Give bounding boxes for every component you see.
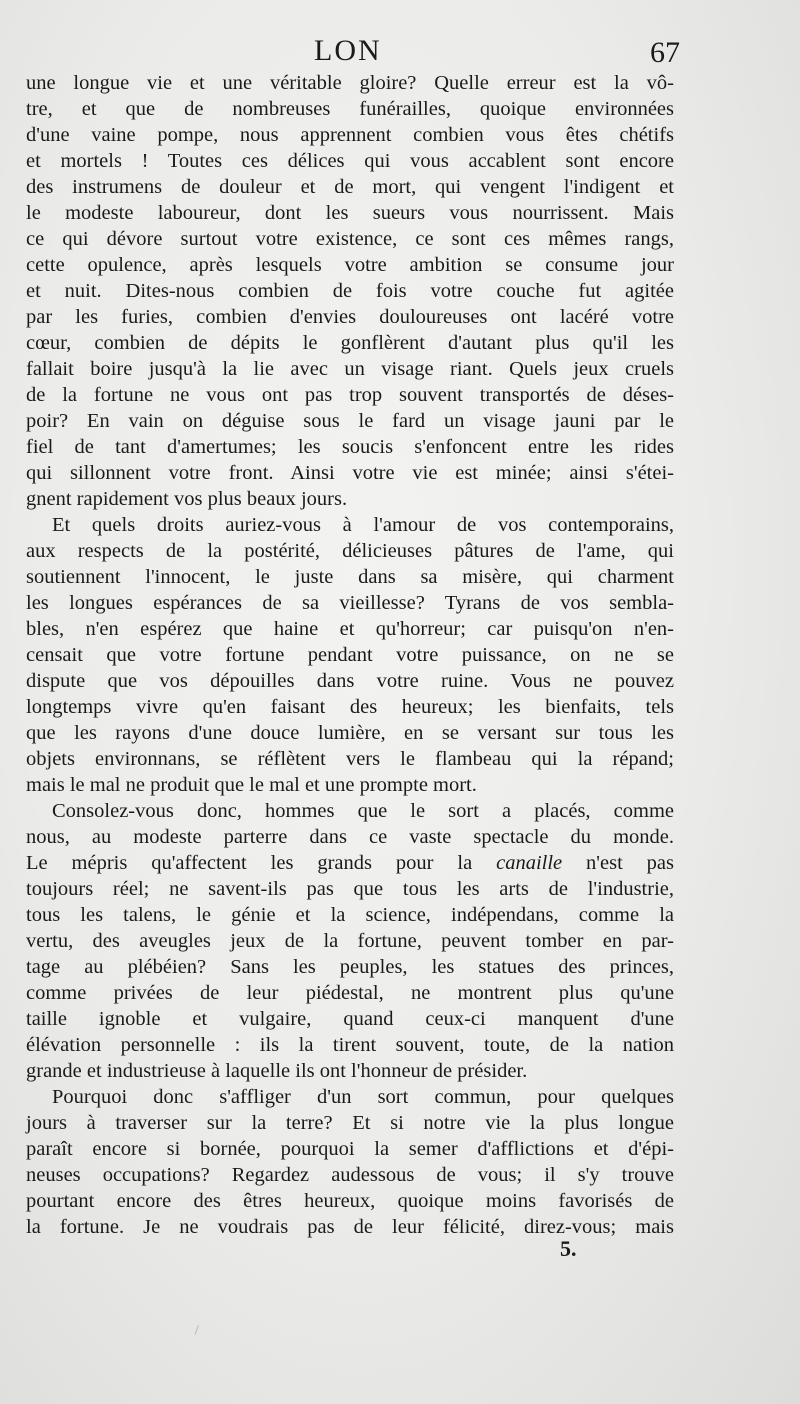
paper-speck (195, 1325, 205, 1337)
text-line: longtemps vivre qu'en faisant des heureux; les bienfaits, tels (26, 696, 674, 718)
paragraph-4 (26, 1084, 674, 1240)
text-line: mais le mal ne produit que le mal et une prompte mort. (26, 774, 477, 796)
text-line: nous, au modeste parterre dans ce vaste spectacle du monde. (26, 826, 674, 848)
text-line: Le mépris qu'affectent les grands pour la canaille n'est pas (26, 852, 674, 874)
text-line: cœur, combien de dépits le gonflèrent d'autant plus qu'il les (26, 332, 674, 354)
text-line: toujours réel; ne savent-ils pas que tous les arts de l'industrie, (26, 878, 674, 900)
text-line: Consolez-vous donc, hommes que le sort a placés, comme (52, 800, 674, 822)
text-line: d'une vaine pompe, nous apprennent combien vous êtes chétifs (26, 124, 674, 146)
text-line: et nuit. Dites-nous combien de fois votre couche fut agitée (26, 280, 674, 302)
body-text (26, 70, 674, 1240)
text-line: tage au plébéien? Sans les peuples, les statues des princes, (26, 956, 674, 978)
text-line: soutiennent l'innocent, le juste dans sa misère, qui charment (26, 566, 674, 588)
text-line: objets environnans, se réflètent vers le flambeau qui la répand; (26, 748, 674, 770)
text-line: ce qui dévore surtout votre existence, ce sont ces mêmes rangs, (26, 228, 674, 250)
text-line: fiel de tant d'amertumes; les soucis s'enfoncent entre les rides (26, 436, 674, 458)
paragraph-2 (26, 512, 674, 798)
text-line: et mortels ! Toutes ces délices qui vous accablent sont encore (26, 150, 674, 172)
text-line: qui sillonnent votre front. Ainsi votre vie est minée; ainsi s'étei- (26, 462, 674, 484)
text-line: pourtant encore des êtres heureux, quoique moins favorisés de (26, 1190, 674, 1212)
text-line: que les rayons d'une douce lumière, en se versant sur tous les (26, 722, 674, 744)
text-line: Pourquoi donc s'affliger d'un sort commun, pour quelques (52, 1086, 674, 1108)
text-line: de la fortune ne vous ont pas trop souvent transportés de déses- (26, 384, 674, 406)
running-head (0, 34, 800, 70)
text-line: censait que votre fortune pendant votre puissance, on ne se (26, 644, 674, 666)
text-line: cette opulence, après lesquels votre ambition se consume jour (26, 254, 674, 276)
text-line: tre, et que de nombreuses funérailles, quoique environnées (26, 98, 674, 120)
text-line: neuses occupations? Regardez audessous de vous; il s'y trouve (26, 1164, 674, 1186)
text-line: vertu, des aveugles jeux de la fortune, peuvent tomber en par- (26, 930, 674, 952)
text-line: jours à traverser sur la terre? Et si notre vie la plus longue (26, 1112, 674, 1134)
paragraph-1 (26, 70, 674, 512)
text-line: élévation personnelle : ils la tirent souvent, toute, de la nation (26, 1034, 674, 1056)
text-line: paraît encore si bornée, pourquoi la semer d'afflictions et d'épi- (26, 1138, 674, 1160)
text-line: dispute que vos dépouilles dans votre ruine. Vous ne pouvez (26, 670, 674, 692)
text-line: bles, n'en espérez que haine et qu'horreur; car puisqu'on n'en- (26, 618, 674, 640)
text-line: une longue vie et une véritable gloire? Quelle erreur est la vô- (26, 72, 674, 94)
text-line: fallait boire jusqu'à la lie avec un visage riant. Quels jeux cruels (26, 358, 674, 380)
catchword: 5. (560, 1236, 577, 1261)
text-line: gnent rapidement vos plus beaux jours. (26, 488, 348, 510)
text-line: des instrumens de douleur et de mort, qui vengent l'indigent et (26, 176, 674, 198)
text-line: poir? En vain on déguise sous le fard un visage jauni par le (26, 410, 674, 432)
text-line: le modeste laboureur, dont les sueurs vous nourrissent. Mais (26, 202, 674, 224)
paragraph-3 (26, 798, 674, 1084)
text-line: tous les talens, le génie et la science, indépendans, comme la (26, 904, 674, 926)
running-title: LON (314, 34, 382, 67)
text-line: par les furies, combien d'envies douloureuses ont lacéré votre (26, 306, 674, 328)
text-line: taille ignoble et vulgaire, quand ceux-ci manquent d'une (26, 1008, 674, 1030)
page-number: 67 (650, 36, 680, 69)
text-line: les longues espérances de sa vieillesse? Tyrans de vos sembla- (26, 592, 674, 614)
text-line: grande et industrieuse à laquelle ils ont l'honneur de présider. (26, 1060, 528, 1082)
text-line: comme privées de leur piédestal, ne montrent plus qu'une (26, 982, 674, 1004)
text-line: la fortune. Je ne voudrais pas de leur félicité, direz-vous; mais (26, 1216, 674, 1238)
text-line: aux respects de la postérité, délicieuses pâtures de l'ame, qui (26, 540, 674, 562)
text-line: Et quels droits auriez-vous à l'amour de vos contemporains, (52, 514, 674, 536)
